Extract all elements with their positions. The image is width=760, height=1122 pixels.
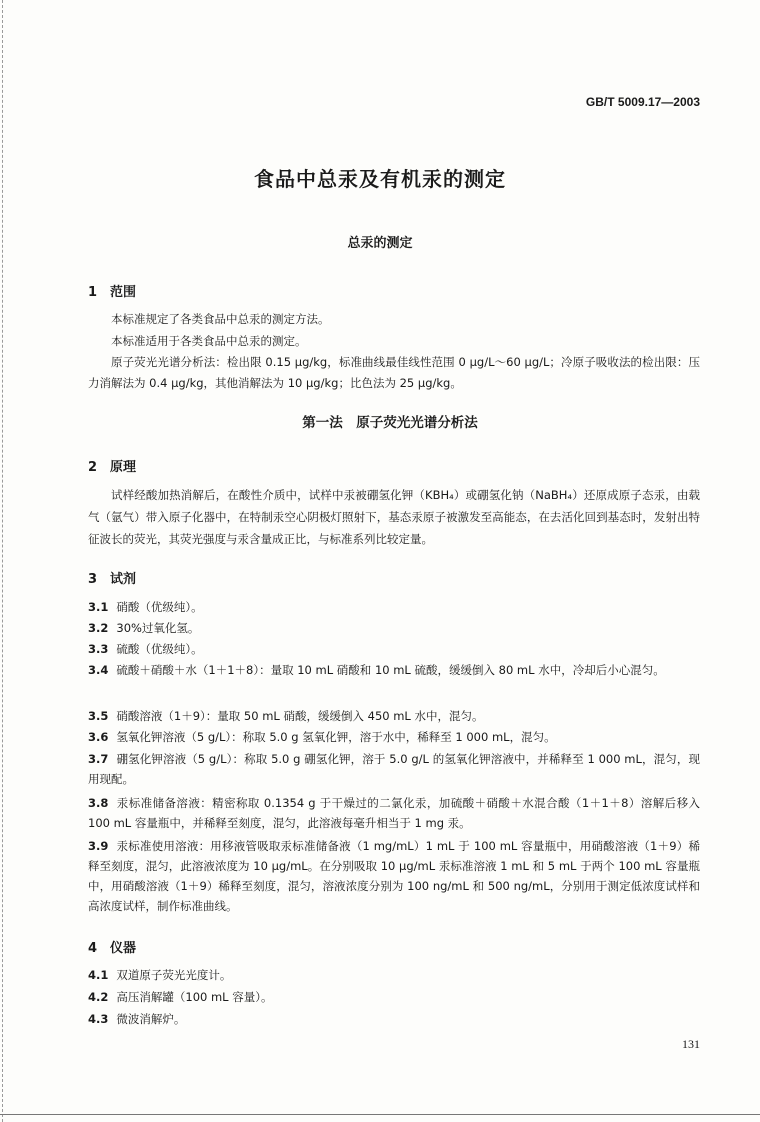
item-number: 3.1 [88, 600, 109, 614]
scope-paragraph-3: 原子荧光光谱分析法：检出限 0.15 μg/kg，标准曲线最佳线性范围 0 μg/L～60 μg/L；冷原子吸收法的检出限：压力消解法为 0.4 μg/kg，其他消解法为 10 μg/kg；比色法为 25 μg/kg。 [88, 355, 700, 390]
standard-number: GB/T 5009.17—2003 [585, 95, 700, 109]
item-number: 4.3 [88, 1012, 109, 1026]
instrument-item [88, 987, 700, 1007]
reagent-item [88, 793, 700, 833]
reagent-item [88, 639, 700, 659]
item-number: 3.7 [88, 752, 109, 766]
instrument-item [88, 965, 700, 985]
item-text: 硫酸（优级纯）。 [116, 642, 203, 656]
document-subtitle: 总汞的测定 [347, 236, 413, 251]
reagent-item [88, 749, 700, 789]
section-principle-heading [88, 456, 136, 475]
scan-bottom-edge [0, 1114, 760, 1115]
item-text: 30%过氧化氢。 [116, 621, 200, 635]
item-text: 氢氧化钾溶液（5 g/L）：称取 5.0 g 氢氧化钾，溶于水中，稀释至 1 000 mL，混匀。 [116, 730, 556, 744]
item-text: 硝酸（优级纯）。 [116, 600, 203, 614]
section-number: 1 [88, 285, 98, 300]
item-number: 3.4 [88, 663, 109, 677]
item-text: 汞标准储备溶液：精密称取 0.1354 g 于干燥过的二氯化汞，加硫酸＋硝酸＋水混合酸（1＋1＋8）溶解后移入 100 mL 容量瓶中，并稀释至刻度，混匀，此溶液每毫升相当于 1 mg 汞。 [88, 796, 700, 830]
method-title: 第一法 原子荧光光谱分析法 [302, 415, 478, 431]
section-instruments-heading [88, 937, 136, 956]
item-text: 硝酸溶液（1＋9）：量取 50 mL 硝酸，缓缓倒入 450 mL 水中，混匀。 [116, 709, 484, 723]
section-reagents-heading [88, 568, 136, 587]
reagent-item [88, 618, 700, 638]
document-title: 食品中总汞及有机汞的测定 [254, 167, 506, 191]
item-text: 硼氢化钾溶液（5 g/L）：称取 5.0 g 硼氢化钾，溶于 5.0 g/L 的氢氧化钾溶液中，并稀释至 1 000 mL，混匀，现用现配。 [88, 752, 700, 786]
item-number: 3.3 [88, 642, 109, 656]
item-text: 微波消解炉。 [116, 1012, 186, 1026]
reagent-item [88, 660, 700, 680]
section-number: 4 [88, 941, 98, 956]
item-text: 硫酸＋硝酸＋水（1＋1＋8）：量取 10 mL 硝酸和 10 mL 硫酸，缓缓倒入 80 mL 水中，冷却后小心混匀。 [116, 663, 665, 677]
item-number: 3.5 [88, 709, 109, 723]
item-number: 3.2 [88, 621, 109, 635]
reagent-item [88, 706, 700, 726]
section-title: 原理 [110, 460, 137, 475]
reagent-item [88, 727, 700, 747]
item-text: 高压消解罐（100 mL 容量）。 [116, 990, 273, 1004]
page-number: 131 [682, 1037, 700, 1051]
item-number: 3.8 [88, 796, 109, 810]
section-number: 3 [88, 572, 98, 587]
principle-paragraph: 试样经酸加热消解后，在酸性介质中，试样中汞被硼氢化钾（KBH₄）或硼氢化钠（NaBH₄）还原成原子态汞，由载气（氩气）带入原子化器中，在特制汞空心阴极灯照射下，基态汞原子被激发至高能态，在去活化回到基态时，发射出特征波长的荧光，其荧光强度与汞含量成正比，与标准系列比较定量。 [88, 488, 700, 546]
instrument-item [88, 1009, 700, 1029]
section-number: 2 [88, 460, 98, 475]
item-number: 3.6 [88, 730, 109, 744]
section-title: 仪器 [110, 941, 137, 956]
reagent-item [88, 597, 700, 617]
scope-paragraph-2: 本标准适用于各类食品中总汞的测定。 [111, 334, 307, 348]
item-text: 双道原子荧光光度计。 [116, 968, 232, 982]
scope-paragraph-1: 本标准规定了各类食品中总汞的测定方法。 [111, 312, 330, 326]
item-text: 汞标准使用溶液：用移液管吸取汞标准储备液（1 mg/mL）1 mL 于 100 mL 容量瓶中，用硝酸溶液（1＋9）稀释至刻度，混匀，此溶液浓度为 10 μg/mL。在分别吸取 10 μg/mL 汞标准溶液 1 mL 和 5 mL 于两个 100 mL 容量瓶中，用硝酸溶液（1＋9）稀释至刻度，混匀，溶液浓度分别为 100 ng/mL 和 500 ng/mL，分别用于测定低浓度试样和高浓度试样，制作标准曲线。 [88, 839, 700, 913]
item-number: 4.1 [88, 968, 109, 982]
item-number: 4.2 [88, 990, 109, 1004]
section-title: 试剂 [110, 572, 137, 587]
reagent-item [88, 836, 700, 916]
section-title: 范围 [110, 285, 137, 300]
item-number: 3.9 [88, 839, 109, 853]
section-scope-heading [88, 281, 136, 300]
